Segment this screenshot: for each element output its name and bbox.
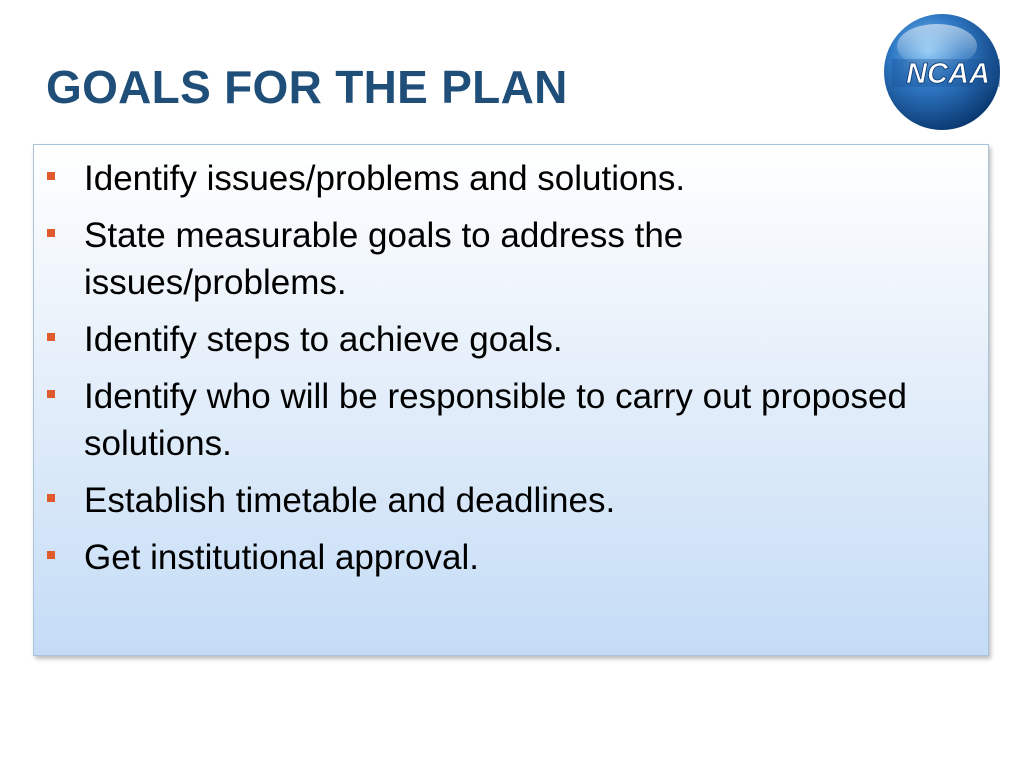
ncaa-logo: [882, 12, 1002, 132]
bullet-text: State measurable goals to address the issues/problems.: [84, 216, 684, 302]
list-item: [84, 373, 948, 467]
bullet-text: Identify who will be responsible to carry out proposed solutions.: [84, 377, 907, 463]
bullet-list: [34, 145, 988, 581]
list-item: [84, 316, 948, 363]
list-item: [84, 477, 948, 524]
content-box: [33, 144, 989, 656]
ncaa-logo-text: NCAA: [906, 58, 990, 90]
bullet-text: Identify steps to achieve goals.: [84, 320, 563, 359]
list-item: [84, 212, 948, 306]
square-bullet-icon: [47, 390, 55, 398]
bullet-text: Get institutional approval.: [84, 538, 479, 577]
slide-title: GOALS FOR THE PLAN: [46, 61, 568, 113]
square-bullet-icon: [47, 229, 55, 237]
list-item: [84, 155, 948, 202]
square-bullet-icon: [47, 551, 55, 559]
square-bullet-icon: [47, 333, 55, 341]
square-bullet-icon: [47, 172, 55, 180]
bullet-text: Establish timetable and deadlines.: [84, 481, 616, 520]
list-item: [84, 534, 948, 581]
bullet-text: Identify issues/problems and solutions.: [84, 159, 686, 198]
square-bullet-icon: [47, 494, 55, 502]
